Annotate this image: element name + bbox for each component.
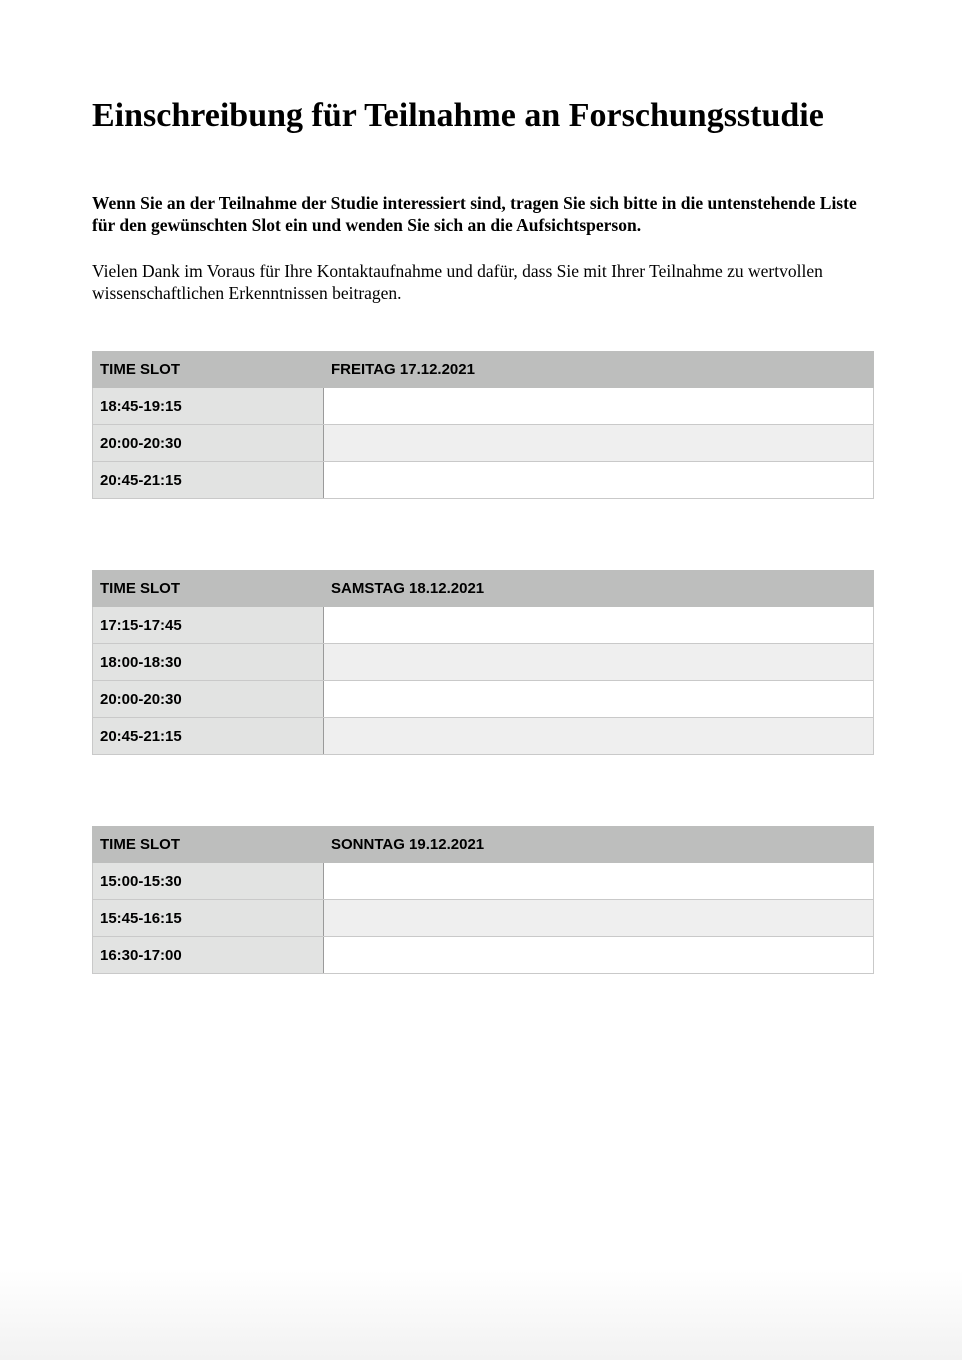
signup-cell[interactable] [324,863,874,900]
time-slot-cell: 17:15-17:45 [93,607,324,644]
signup-table-friday [92,351,874,499]
table-row [93,937,874,974]
table-row [93,425,874,462]
table-header-row [93,827,874,863]
signup-cell[interactable] [324,644,874,681]
day-header: SAMSTAG 18.12.2021 [324,571,874,607]
table-row [93,718,874,755]
signup-cell[interactable] [324,900,874,937]
signup-cell[interactable] [324,607,874,644]
page-bottom-fade [0,1270,962,1360]
time-slot-header: TIME SLOT [93,352,324,388]
time-slot-header: TIME SLOT [93,571,324,607]
signup-cell[interactable] [324,681,874,718]
table-row [93,388,874,425]
time-slot-cell: 18:45-19:15 [93,388,324,425]
signup-table-sunday [92,826,874,974]
time-slot-header: TIME SLOT [93,827,324,863]
table-header-row [93,571,874,607]
day-header: SONNTAG 19.12.2021 [324,827,874,863]
signup-cell[interactable] [324,388,874,425]
time-slot-cell: 20:00-20:30 [93,681,324,718]
table-row [93,863,874,900]
signup-cell[interactable] [324,462,874,499]
time-slot-cell: 20:45-21:15 [93,718,324,755]
time-slot-cell: 16:30-17:00 [93,937,324,974]
intro-paragraph: Wenn Sie an der Teilnahme der Studie interessiert sind, tragen Sie sich bitte in die untenstehende Liste für den gewünschten Slot ein und wenden Sie sich an die Aufsichtsperson. [92,193,857,235]
signup-table-saturday [92,570,874,755]
table-row [93,681,874,718]
thanks-paragraph: Vielen Dank im Voraus für Ihre Kontaktaufnahme und dafür, dass Sie mit Ihrer Teilnahme zu wertvollen wissenschaftlichen Erkenntnissen beitragen. [92,261,823,303]
time-slot-cell: 20:45-21:15 [93,462,324,499]
time-slot-cell: 18:00-18:30 [93,644,324,681]
signup-cell[interactable] [324,937,874,974]
page-title: Einschreibung für Teilnahme an Forschungsstudie [92,97,824,134]
time-slot-cell: 15:45-16:15 [93,900,324,937]
signup-cell[interactable] [324,718,874,755]
time-slot-cell: 20:00-20:30 [93,425,324,462]
signup-cell[interactable] [324,425,874,462]
day-header: FREITAG 17.12.2021 [324,352,874,388]
time-slot-cell: 15:00-15:30 [93,863,324,900]
table-row [93,462,874,499]
table-row [93,900,874,937]
table-row [93,644,874,681]
table-header-row [93,352,874,388]
table-row [93,607,874,644]
